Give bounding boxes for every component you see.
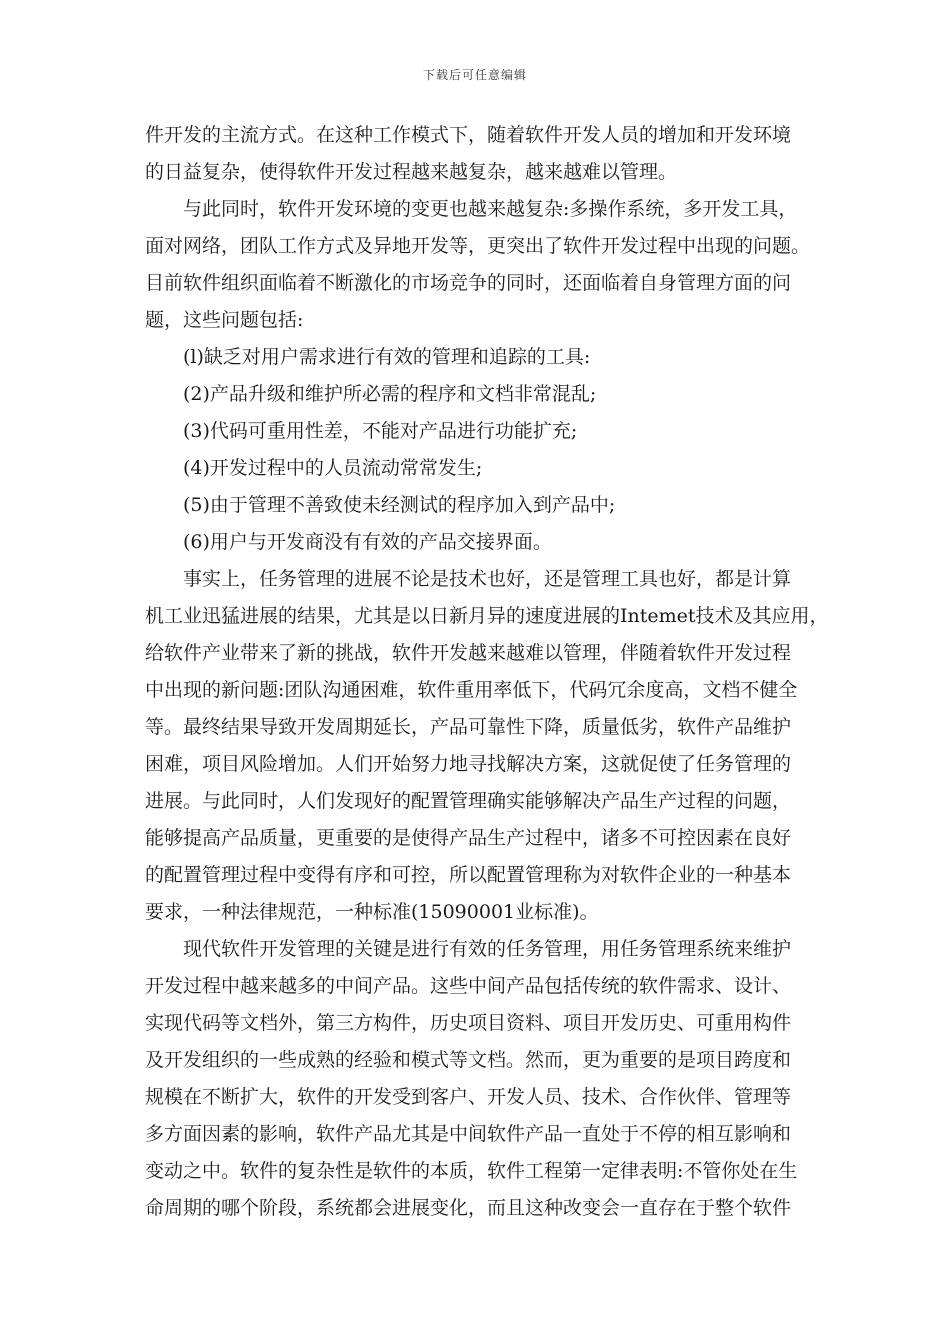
document-body (145, 117, 829, 1227)
text-line: 困难，项目风险增加。人们开始努力地寻找解决方案，这就促使了任务管理的 (145, 753, 792, 775)
text-line: 进展。与此同时，人们发现好的配置管理确实能够解决产品生产过程的问题， (145, 790, 792, 812)
text-line: 等。最终结果导致开发周期延长，产品可靠性下降，质量低劣，软件产品维护 (145, 716, 792, 738)
text-line: 给软件产业带来了新的挑战，软件开发越来越难以管理，伴随着软件开发过程 (145, 642, 792, 664)
text-line: 多方面因素的影响，软件产品尤其是中间软件产品一直处于不停的相互影响和 (145, 1123, 792, 1145)
text-line: 能够提高产品质量，更重要的是使得产品生产过程中，诸多不可控因素在良好 (145, 827, 792, 849)
page-header: 下载后可任意编辑 (422, 68, 527, 82)
text-line: 的日益复杂，使得软件开发过程越来越复杂，越来越难以管理。 (145, 161, 678, 183)
text-line: 开发过程中越来越多的中间产品。这些中间产品包括传统的软件需求、设计、 (145, 975, 792, 997)
text-line: 命周期的哪个阶段，系统都会进展变化，而且这种改变会一直存在于整个软件 (145, 1197, 792, 1219)
text-line: 的配置管理过程中变得有序和可控，所以配置管理称为对软件企业的一种基本 (145, 864, 792, 886)
text-line: 实现代码等文档外，第三方构件，历史项目资料、项目开发历史、可重用构件 (145, 1012, 792, 1034)
text-line: 机工业迅猛进展的结果，尤其是以日新月异的速度进展的Intemet技术及其应用， (145, 605, 829, 627)
list-item: (6)用户与开发商没有有效的产品交接界面。 (183, 531, 552, 553)
list-item: (4)开发过程中的人员流动常常发生; (183, 457, 483, 479)
list-item: (2)产品升级和维护所必需的程序和文档非常混乱; (183, 383, 597, 405)
list-item: (5)由于管理不善致使未经测试的程序加入到产品中; (183, 494, 616, 516)
paragraph-start: 现代软件开发管理的关键是进行有效的任务管理，用任务管理系统来维护 (183, 938, 792, 960)
text-line: 中出现的新问题:团队沟通困难，软件重用率低下，代码冗余度高，文档不健全 (145, 679, 798, 701)
list-item: (3)代码可重用性差，不能对产品进行功能扩充; (183, 420, 578, 442)
list-item: (l)缺乏对用户需求进行有效的管理和追踪的工具: (183, 346, 591, 368)
text-line: 件开发的主流方式。在这种工作模式下，随着软件开发人员的增加和开发环境 (145, 124, 792, 146)
text-line: 目前软件组织面临着不断激化的市场竞争的同时，还面临着自身管理方面的问 (145, 272, 792, 294)
text-line: 规模在不断扩大，软件的开发受到客户、开发人员、技术、合作伙伴、管理等 (145, 1086, 792, 1108)
paragraph-start: 与此同时，软件开发环境的变更也越来越复杂:多操作系统，多开发工具， (183, 198, 798, 220)
text-line: 及开发组织的一些成熟的经验和模式等文档。然而，更为重要的是项目跨度和 (145, 1049, 792, 1071)
text-line: 要求，一种法律规范，一种标准(15090001业标准)。 (145, 901, 599, 923)
text-line: 变动之中。软件的复杂性是软件的本质，软件工程第一定律表明:不管你处在生 (145, 1160, 798, 1182)
text-line: 题，这些问题包括: (145, 309, 304, 331)
text-line: 面对网络，团队工作方式及异地开发等，更突出了软件开发过程中出现的问题。 (145, 235, 811, 257)
paragraph-start: 事实上，任务管理的进展不论是技术也好，还是管理工具也好，都是计算 (183, 568, 792, 590)
